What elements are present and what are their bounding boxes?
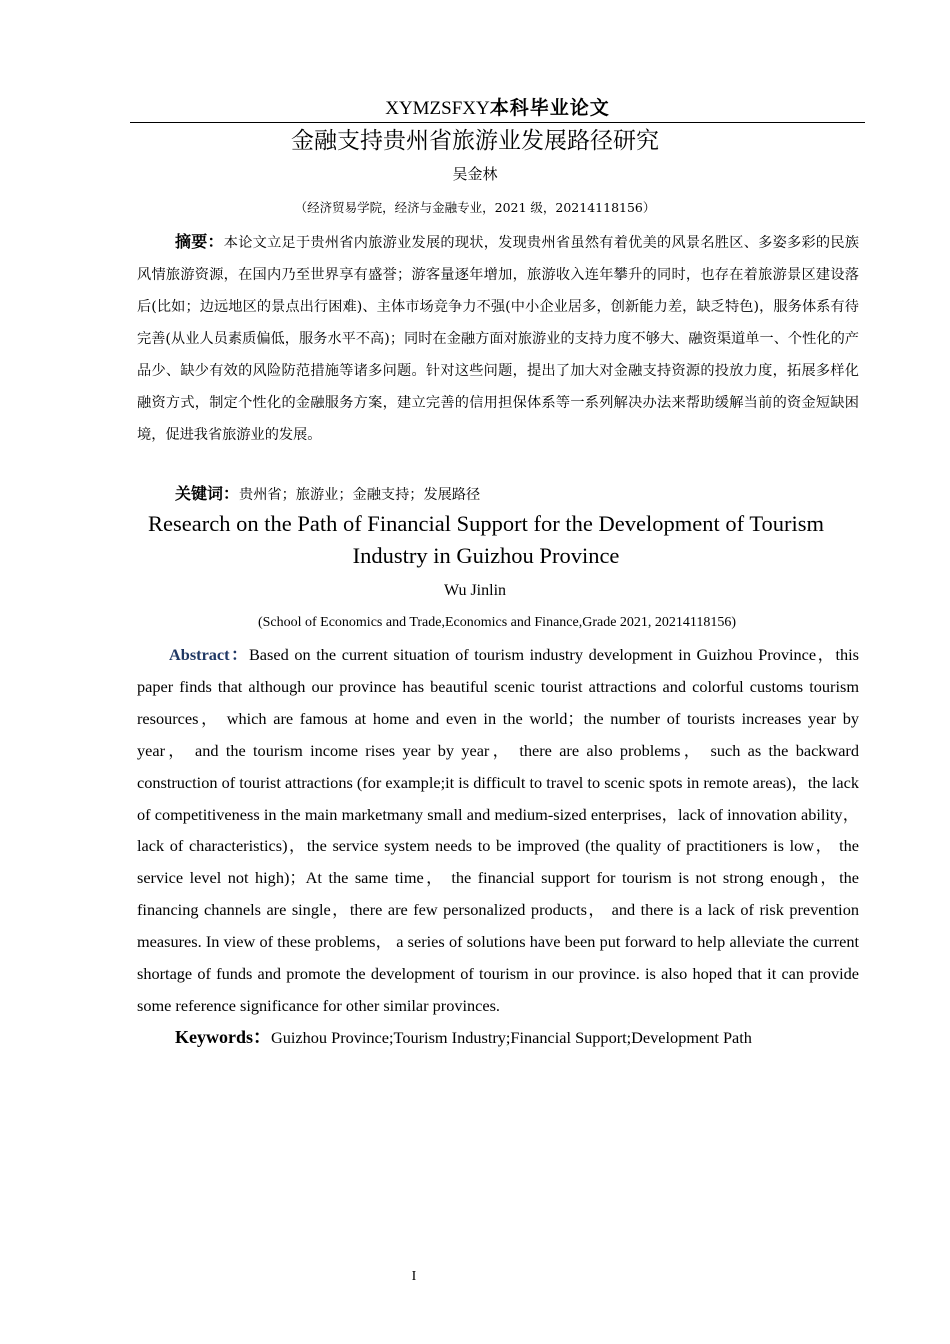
english-affiliation: (School of Economics and Trade,Economics and Finance,Grade 2021, 20214118156): [257, 615, 737, 630]
page-number: I: [411, 1269, 417, 1284]
header-code: XYMZSFXY: [385, 98, 490, 119]
chinese-keywords: [175, 480, 859, 509]
chinese-keywords-text: 贵州省；旅游业；金融支持；发展路径: [239, 487, 481, 503]
english-keywords-text: Guizhou Province;Tourism Industry;Financial Support;Development Path: [271, 1028, 752, 1047]
english-keywords: [175, 1022, 859, 1053]
chinese-affiliation: （经济贸易学院，经济与金融专业，2021 级，20214118156）: [294, 200, 656, 215]
chinese-abstract-label: 摘要：: [175, 232, 224, 251]
chinese-keywords-label: 关键词：: [175, 484, 240, 503]
chinese-abstract-text: 本论文立足于贵州省内旅游业发展的现状，发现贵州省虽然有着优美的风景名胜区、多姿多彩的民族风情旅游资源，在国内乃至世界享有盛誉；游客量逐年增加，旅游收入连年攀升的同时，也存在着旅游景区建设落后(比如；边远地区的景点出行困难)、主体市场竞争力不强(中小企业居多，创新能力差，缺乏特色)，服务体系有待完善(从业人员素质偏低，服务水平不高)；同时在金融方面对旅游业的支持力度不够大、融资渠道单一、个性化的产品少、缺少有效的风险防范措施等诸多问题。针对这些问题，提出了加大对金融支持资源的投放力度，拓展多样化融资方式，制定个性化的金融服务方案，建立完善的信用担保体系等一系列解决办法来帮助缓解当前的资金短缺困境，促进我省旅游业的发展。: [137, 235, 859, 443]
english-author: Wu Jinlin: [443, 582, 507, 599]
english-abstract: [137, 639, 859, 1022]
running-header: [130, 96, 865, 123]
english-keywords-label: Keywords：: [175, 1027, 271, 1047]
chinese-author: 吴金林: [452, 165, 498, 183]
chinese-abstract: [137, 226, 859, 451]
chinese-title: 金融支持贵州省旅游业发展路径研究: [291, 128, 659, 154]
english-abstract-label: Abstract：: [169, 645, 249, 664]
header-label: 本科毕业论文: [489, 98, 610, 119]
english-title: Research on the Path of Financial Support for the Development of Tourism Industry in Guizhou Province: [148, 511, 824, 568]
english-abstract-text: Based on the current situation of tourism industry development in Guizhou Province，this paper finds that although our province has beautiful scenic tourist attractions and colorful customs tourism resources， which are famous at home and even in the world；the number of tourists increases year by year， and the tourism income rises year by year， there are also problems， such as the backward construction of tourist attractions (for example;it is difficult to travel to scenic spots in remote areas)，the lack of competitiveness in the main marketmany small and medium-sized enterprises，lack of innovation ability，lack of characteristics)，the service system needs to be improved (the quality of practitioners is low， the service level not high)；At the same time， the financial support for tourism is not strong enough，the financing channels are single，there are few personalized products， and there is a lack of risk prevention measures. In view of these problems， a series of solutions have been put forward to help alleviate the current shortage of funds and promote the development of tourism in our province. is also hoped that it can provide some reference significance for other similar provinces.: [137, 645, 859, 1015]
